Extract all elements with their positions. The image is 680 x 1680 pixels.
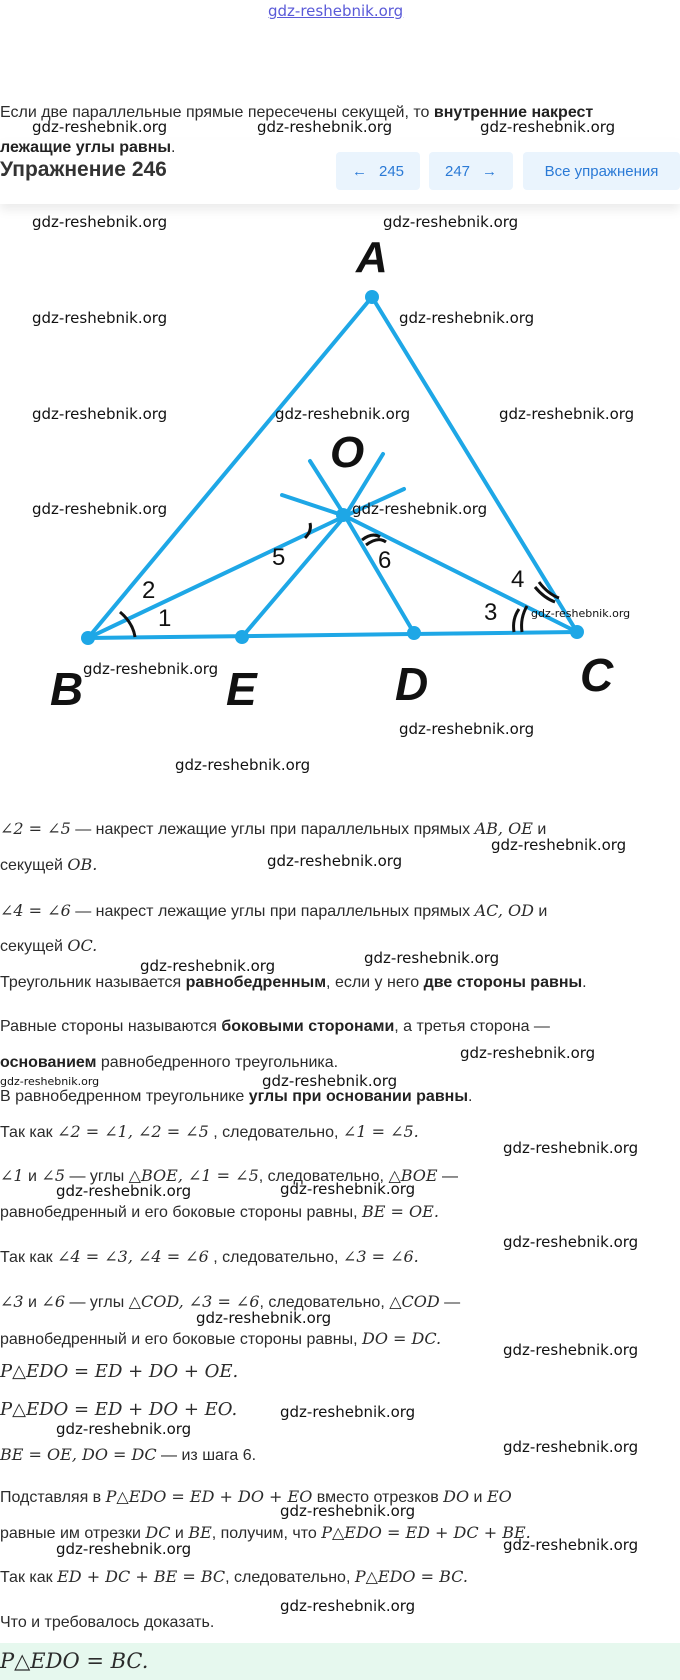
watermark: gdz-reshebnik.org <box>503 1139 639 1157</box>
page-title: Упражнение 246 <box>0 158 167 181</box>
step-equalities <box>0 1444 256 1467</box>
math: ED + DC + BE = BC <box>57 1567 226 1586</box>
math: BE <box>188 1523 212 1542</box>
prev-exercise-button[interactable] <box>336 152 420 190</box>
label-e: E <box>226 663 257 715</box>
watermark: gdz-reshebnik.org <box>32 213 168 231</box>
text: и <box>532 821 547 838</box>
watermark: gdz-reshebnik.org <box>399 309 535 327</box>
watermark: gdz-reshebnik.org <box>56 1182 192 1200</box>
arc-o-5 <box>305 523 310 538</box>
watermark: gdz-reshebnik.org <box>257 118 393 136</box>
bold: две стороны равны <box>423 974 583 991</box>
text: — <box>437 1168 459 1185</box>
angle-label-3: 3 <box>484 599 498 626</box>
math: P△EDO = ED + DC + BE. <box>321 1523 531 1542</box>
text: и <box>170 1525 189 1542</box>
text: , следовательно, <box>259 1294 390 1311</box>
angle-label-4: 4 <box>511 566 525 593</box>
label-a: A <box>356 233 388 282</box>
qed-text: Что и требовалось доказать. <box>0 1614 215 1631</box>
angle-label-2: 2 <box>142 577 156 604</box>
watermark: gdz-reshebnik.org <box>491 836 627 854</box>
text: — <box>439 1294 461 1311</box>
arc-c-2 <box>522 606 527 632</box>
intro-line-2 <box>0 137 175 159</box>
watermark: gdz-reshebnik.org <box>56 1420 192 1438</box>
text: Так как <box>0 1249 58 1266</box>
text: — углы <box>65 1168 129 1185</box>
math: P△EDO = ED + DO + EO. <box>0 1399 238 1420</box>
text: , следовательно, <box>258 1168 389 1185</box>
text: — из шага 6. <box>156 1447 257 1464</box>
watermark: gdz-reshebnik.org <box>364 949 500 967</box>
watermark: gdz-reshebnik.org <box>267 852 403 870</box>
math: ∠2 = ∠1, ∠2 = ∠5 <box>57 1122 209 1141</box>
text: и <box>469 1489 487 1506</box>
math: △COD, ∠3 = ∠6 <box>128 1292 260 1311</box>
intro-end: . <box>171 139 176 156</box>
math: OC. <box>67 936 98 955</box>
point-e <box>235 630 249 644</box>
text: — углы <box>65 1294 129 1311</box>
text: , следовательно, <box>225 1569 355 1586</box>
watermark: gdz-reshebnik.org <box>399 720 535 738</box>
label-b: B <box>50 663 84 715</box>
text: и <box>23 1168 42 1185</box>
arrow-right-icon: → <box>482 162 498 180</box>
intro-bold-2: лежащие углы равны <box>0 139 172 156</box>
watermark: gdz-reshebnik.org <box>175 756 311 774</box>
watermark: gdz-reshebnik.org <box>499 405 635 423</box>
watermark: gdz-reshebnik.org <box>196 1309 332 1327</box>
watermark: gdz-reshebnik.org <box>32 118 168 136</box>
math: P△EDO = BC. <box>354 1567 468 1586</box>
step-5 <box>0 1246 419 1269</box>
answer-formula: P△EDO = BC. <box>0 1649 149 1673</box>
math: DO <box>443 1487 470 1506</box>
math: P△EDO = ED + DO + EO <box>105 1487 313 1506</box>
text: и <box>533 903 548 920</box>
text: секущей <box>0 938 68 955</box>
math: ∠2 = ∠5 <box>0 819 71 838</box>
math: AC, OD <box>474 901 534 920</box>
point-d <box>407 626 421 640</box>
label-o: O <box>330 428 365 477</box>
watermark: gdz-reshebnik.org <box>275 405 411 423</box>
math: ∠4 = ∠6 <box>0 901 71 920</box>
step-3 <box>0 1121 419 1144</box>
watermark: gdz-reshebnik.org <box>32 309 168 327</box>
text: Треугольник называется <box>0 974 186 991</box>
watermark: gdz-reshebnik.org <box>503 1233 639 1251</box>
math: P△EDO = ED + DO + OE. <box>0 1361 239 1382</box>
math: ∠5 <box>41 1166 66 1185</box>
answer-box <box>0 1643 680 1680</box>
watermark: gdz-reshebnik.org <box>503 1438 639 1456</box>
text: , следовательно, <box>208 1249 343 1266</box>
text: равнобедренный и его боковые стороны равны, <box>0 1331 362 1348</box>
text: — накрест лежащие углы при параллельных прямых <box>70 821 475 838</box>
intro-text: Если две параллельные прямые пересечены секущей, то <box>0 104 434 121</box>
arc-c-1 <box>514 609 519 632</box>
point-o <box>336 508 350 522</box>
watermark: gdz-reshebnik.org <box>480 118 616 136</box>
watermark: gdz-reshebnik.org <box>56 1540 192 1558</box>
math: EO <box>486 1487 512 1506</box>
next-label: 247 <box>444 162 471 180</box>
perimeter-1 <box>0 1360 238 1383</box>
watermark: gdz-reshebnik.org <box>383 213 519 231</box>
definition-3 <box>0 1086 472 1108</box>
math: ∠1 = ∠5. <box>342 1122 419 1141</box>
step-6-line-2 <box>0 1328 441 1351</box>
next-exercise-button[interactable] <box>429 152 513 190</box>
step-2-line-1 <box>0 900 547 923</box>
math: BE = OE. <box>362 1202 439 1221</box>
watermark: gdz-reshebnik.org <box>531 607 631 620</box>
watermark: gdz-reshebnik.org <box>352 500 488 518</box>
text: равнобедренного треугольника. <box>96 1054 339 1071</box>
bold: боковыми сторонами <box>221 1018 395 1035</box>
text: , получим, что <box>211 1525 322 1542</box>
bold: равнобедренным <box>185 974 327 991</box>
label-d: D <box>395 658 429 710</box>
substitution-line-1 <box>0 1486 512 1509</box>
line-oe <box>242 516 345 637</box>
watermark: gdz-reshebnik.org <box>280 1502 416 1520</box>
text: , а третья сторона — <box>394 1018 550 1035</box>
watermark: gdz-reshebnik.org <box>503 1536 639 1554</box>
arrow-left-icon: ← <box>351 162 367 180</box>
watermark: gdz-reshebnik.org <box>280 1597 416 1615</box>
intro-bold-1: внутренние накрест <box>433 104 594 121</box>
text: , если у него <box>326 974 424 991</box>
step-1-line-1 <box>0 818 546 841</box>
watermark: gdz-reshebnik.org <box>83 660 219 678</box>
math: DC <box>145 1523 171 1542</box>
step-1-line-2 <box>0 854 97 877</box>
math: ∠3 = ∠6. <box>342 1247 419 1266</box>
all-exercises-label: Все упражнения <box>544 162 659 180</box>
math: ∠4 = ∠3, ∠4 = ∠6 <box>57 1247 209 1266</box>
text: Подставляя в <box>0 1489 106 1506</box>
watermark: gdz-reshebnik.org <box>280 1403 416 1421</box>
math: AB, OE <box>474 819 533 838</box>
text: равнобедренный и его боковые стороны равны, <box>0 1204 362 1221</box>
math: ∠1 <box>0 1166 24 1185</box>
point-c <box>570 625 584 639</box>
prev-label: 245 <box>378 162 405 180</box>
text: Так как <box>0 1124 58 1141</box>
arc-o-6b <box>366 540 386 545</box>
math: △COD <box>389 1292 440 1311</box>
text: , следовательно, <box>208 1124 343 1141</box>
text: — накрест лежащие углы при параллельных прямых <box>70 903 475 920</box>
bold: углы при основании равны <box>248 1088 468 1105</box>
angle-label-1: 1 <box>158 605 172 632</box>
watermark: gdz-reshebnik.org <box>0 1075 100 1088</box>
conclusion-line <box>0 1566 468 1589</box>
bold: основанием <box>0 1054 97 1071</box>
text: Равные стороны называются <box>0 1018 222 1035</box>
watermark: gdz-reshebnik.org <box>32 405 168 423</box>
math: ∠3 <box>0 1292 24 1311</box>
watermark: gdz-reshebnik.org <box>460 1044 596 1062</box>
line-bc <box>88 632 577 638</box>
watermark: gdz-reshebnik.org <box>32 500 168 518</box>
watermark: gdz-reshebnik.org <box>140 957 276 975</box>
point-a <box>365 290 379 304</box>
text: и <box>23 1294 42 1311</box>
math: △BOE <box>388 1166 438 1185</box>
text: секущей <box>0 857 68 874</box>
definition-1 <box>0 972 587 994</box>
watermark: gdz-reshebnik.org <box>280 1180 416 1198</box>
step-2-line-2 <box>0 935 97 958</box>
step-4-line-2 <box>0 1201 439 1224</box>
point-b <box>81 631 95 645</box>
math: BE = OE, DO = DC <box>0 1445 157 1464</box>
text: Так как <box>0 1569 58 1586</box>
watermark: gdz-reshebnik.org <box>262 1072 398 1090</box>
math: DO = DC. <box>362 1329 442 1348</box>
watermark: gdz-reshebnik.org <box>503 1341 639 1359</box>
math: OB. <box>67 855 98 874</box>
text: . <box>467 1088 473 1105</box>
text: вместо отрезков <box>312 1489 444 1506</box>
definition-2-line-1 <box>0 1016 550 1038</box>
text: равные им отрезки <box>0 1525 146 1542</box>
definition-2-line-2 <box>0 1052 338 1074</box>
text: . <box>582 974 587 991</box>
perimeter-2 <box>0 1398 237 1421</box>
watermark-top-link[interactable]: gdz-reshebnik.org <box>268 2 404 20</box>
math: △BOE, ∠1 = ∠5 <box>128 1166 259 1185</box>
text: В равнобедренном треугольнике <box>0 1088 249 1105</box>
angle-label-6: 6 <box>378 547 392 574</box>
label-c: C <box>580 649 614 701</box>
math: ∠6 <box>41 1292 66 1311</box>
all-exercises-button[interactable] <box>523 152 680 190</box>
angle-label-5: 5 <box>272 544 286 571</box>
